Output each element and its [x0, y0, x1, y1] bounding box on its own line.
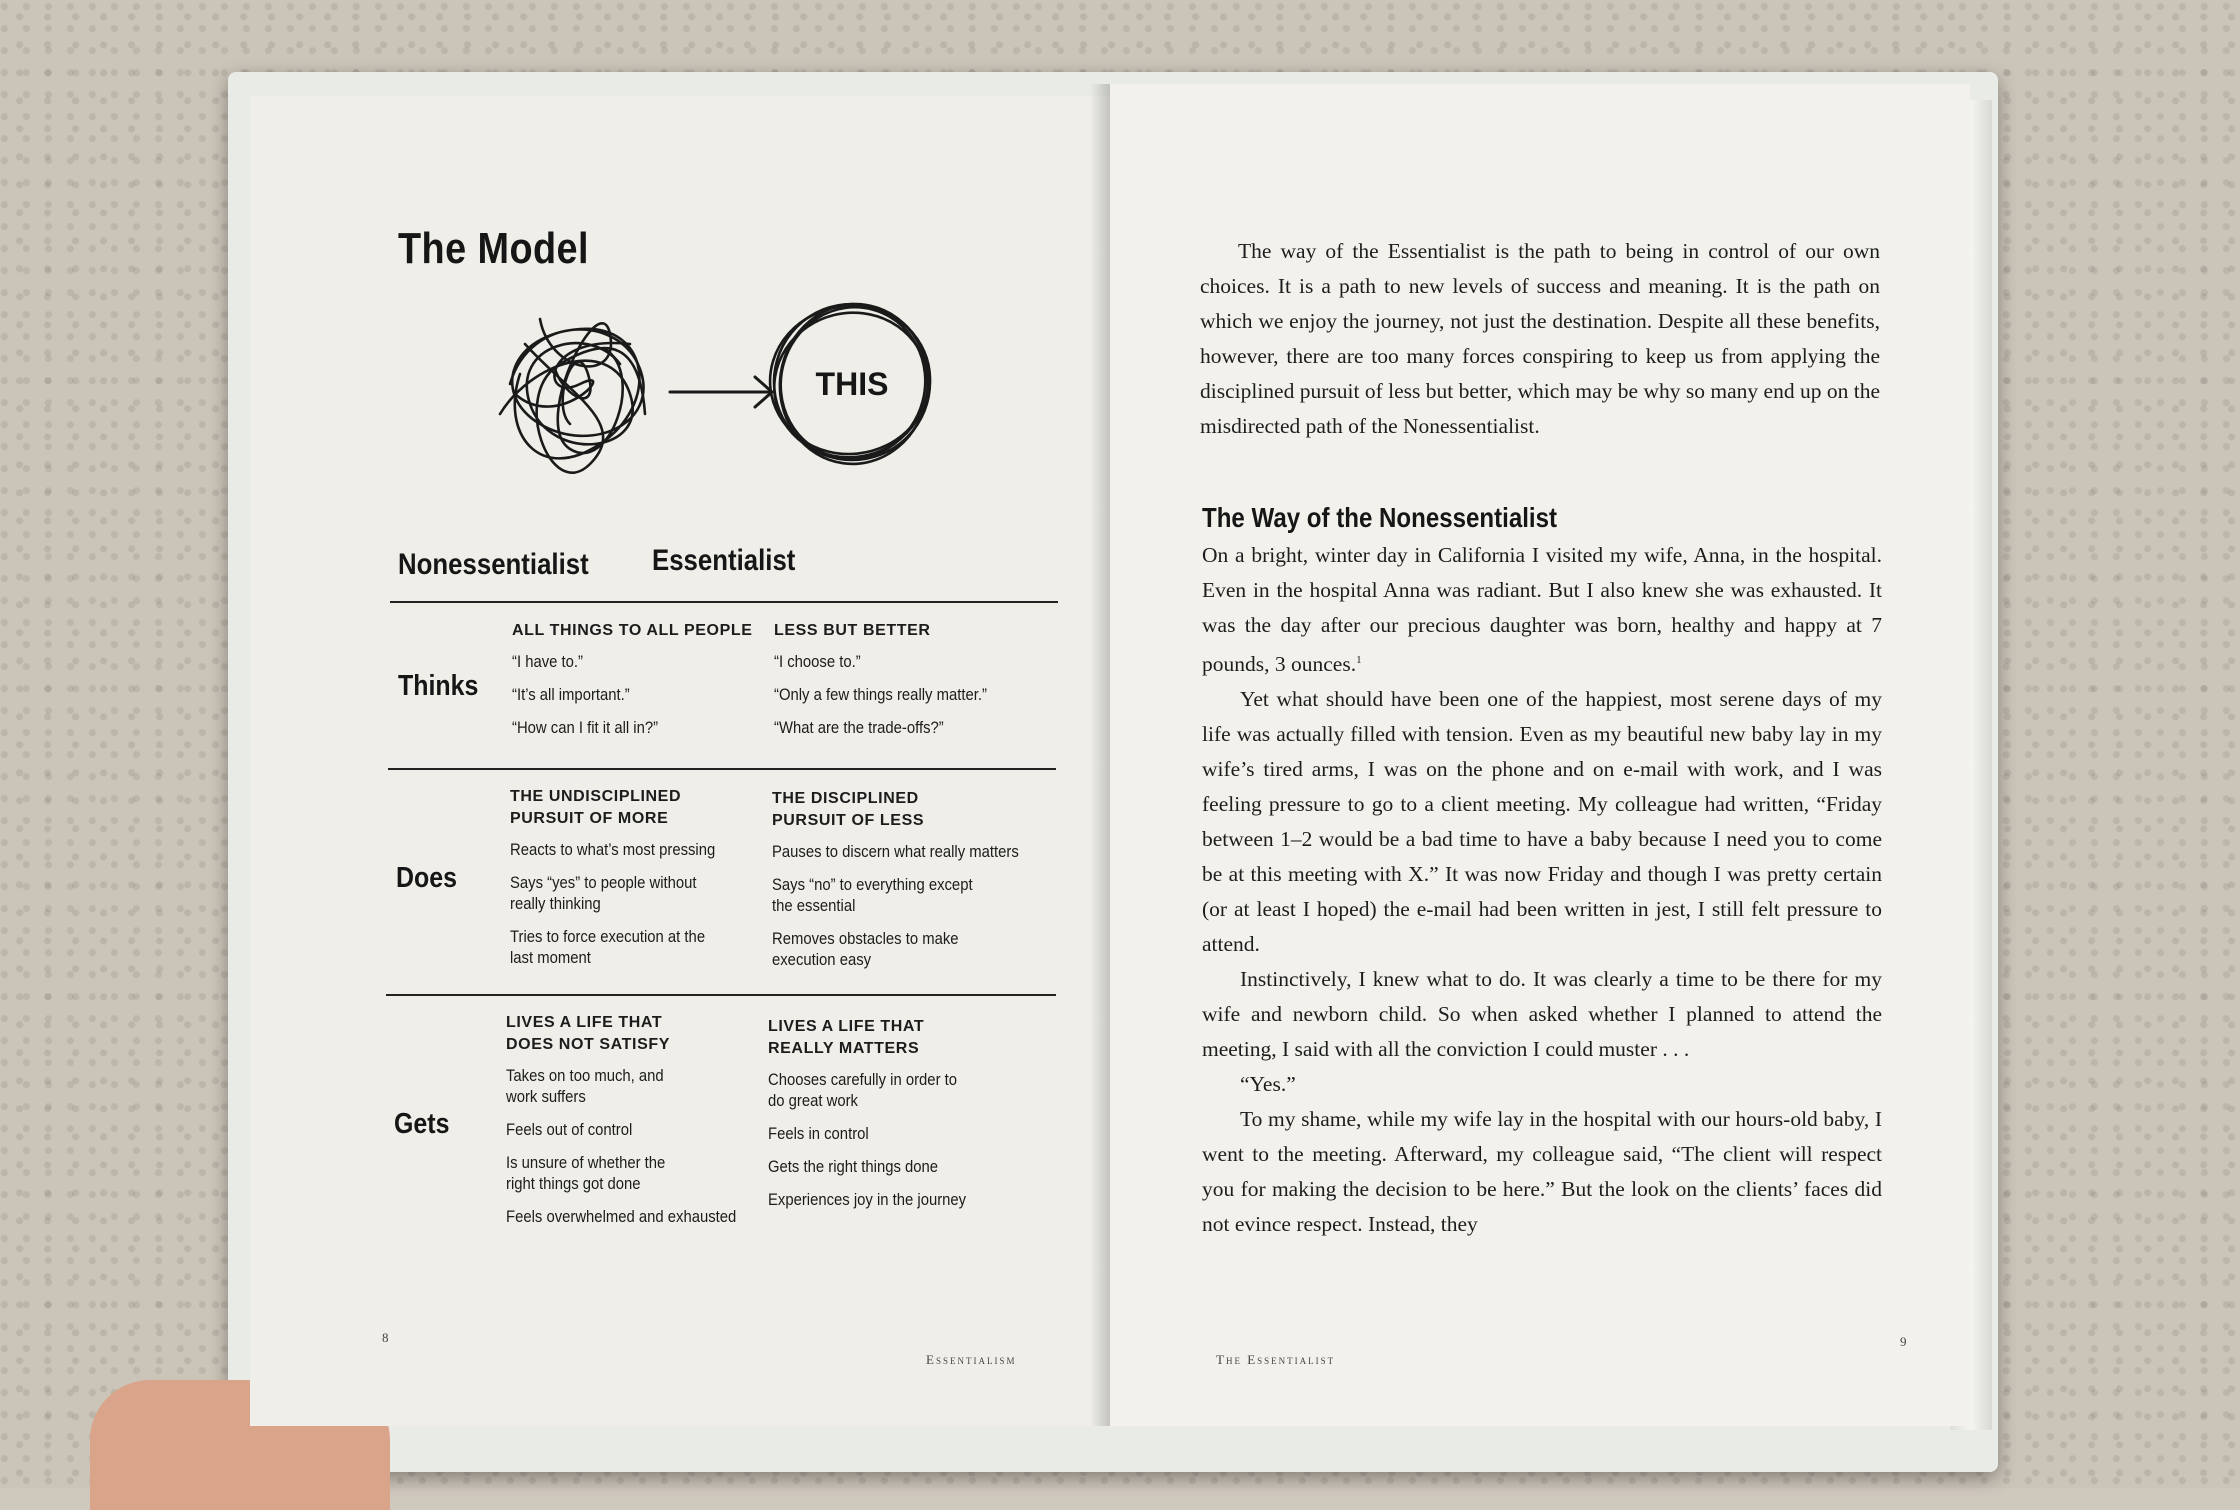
section-title: The Way of the Nonessentialist	[1202, 502, 1558, 533]
list-item: Tries to force execution at the last moment	[510, 928, 706, 967]
cell-heading: THE DISCIPLINED PURSUIT OF LESS	[772, 790, 925, 829]
footnote-marker: 1	[1356, 654, 1362, 666]
row-label-thinks: Thinks	[398, 670, 479, 702]
paragraph	[1202, 538, 1882, 682]
list-item: Feels overwhelmed and exhausted	[506, 1208, 737, 1226]
row-label-gets: Gets	[394, 1108, 450, 1140]
left-page	[250, 96, 1110, 1426]
cell-heading: LIVES A LIFE THAT REALLY MATTERS	[768, 1018, 925, 1057]
cell-heading: THE UNDISCIPLINED PURSUIT OF MORE	[510, 788, 682, 827]
list-item: Chooses carefully in order to do great work	[768, 1071, 958, 1110]
column-header-nonessentialist: Nonessentialist	[398, 548, 589, 581]
thinks-essentialist-cell	[774, 620, 1044, 751]
list-item: “It’s all important.”	[512, 686, 630, 704]
list-item: Takes on too much, and work suffers	[506, 1067, 664, 1106]
arrow-right-icon	[670, 377, 772, 407]
table-rule	[388, 768, 1056, 770]
list-item: “How can I fit it all in?”	[512, 719, 659, 737]
list-item: Says “no” to everything except the essential	[772, 876, 973, 915]
list-item: “What are the trade-offs?”	[774, 719, 944, 737]
row-label-does: Does	[396, 862, 457, 894]
paragraph: “Yes.”	[1240, 1072, 1296, 1097]
page-number: 8	[382, 1330, 391, 1345]
gets-essentialist-cell	[768, 1016, 1018, 1223]
model-diagram	[470, 274, 990, 514]
gets-nonessentialist-cell	[506, 1012, 736, 1240]
page-number: 9	[1900, 1334, 1909, 1349]
list-item: Removes obstacles to make execution easy	[772, 930, 959, 969]
running-head: Essentialism	[926, 1352, 1017, 1367]
list-item: Says “yes” to people without really thinking	[510, 874, 697, 913]
list-item: “Only a few things really matter.”	[774, 686, 987, 704]
paragraph: Yet what should have been one of the happiest, most serene days of my life was actually filled with tension. Even as my beautiful new baby lay in my wife’s tired arms, I was on the phone and on e-mail with work, and I was feeling pressure to go to a client meeting. My colleague had written, “Friday between 1–2 would be a bad time to have a baby because I need you to come be at this meeting with X.” It was now Friday and though I was pretty certain (or at least I hoped) the e-mail had been written in jest, I still felt pressure to attend.	[1202, 687, 1882, 957]
paragraph: The way of the Essentialist is the path to being in control of our own choices. It is a path to new levels of success and meaning. It is the path on which we enjoy the journey, not just the destination. Despite all these benefits, however, there are too many forces conspiring to keep us from applying the disciplined pursuit of less but better, which may be why so many end up on the misdirected path of the Nonessentialist.	[1200, 239, 1880, 438]
list-item: Reacts to what’s most pressing	[510, 841, 716, 859]
cell-heading: ALL THINGS TO ALL PEOPLE	[512, 622, 753, 639]
intro-paragraph	[1200, 234, 1880, 444]
body-text	[1202, 538, 1882, 1242]
running-head: The Essentialist	[1216, 1352, 1336, 1367]
list-item: Feels out of control	[506, 1121, 633, 1139]
paragraph: Instinctively, I knew what to do. It was clearly a time to be there for my wife and newborn child. So when asked whether I planned to attend the meeting, I said with all the conviction I could muster . . .	[1202, 967, 1882, 1062]
page-title: The Model	[398, 224, 589, 273]
table-rule	[386, 994, 1056, 996]
right-page	[1110, 84, 1970, 1426]
scribble-tangle-icon	[500, 319, 645, 473]
column-header-essentialist: Essentialist	[652, 544, 796, 577]
paragraph-text: On a bright, winter day in California I visited my wife, Anna, in the hospital. Even in the hospital Anna was radiant. But I also knew she was exhausted. It was the day after our precious daughter was born, healthy and happy at 7 pounds, 3 ounces.	[1202, 543, 1882, 677]
list-item: Gets the right things done	[768, 1158, 939, 1176]
table-rule	[390, 601, 1058, 603]
list-item: “I choose to.”	[774, 653, 861, 671]
cell-heading: LESS BUT BETTER	[774, 622, 931, 639]
list-item: “I have to.”	[512, 653, 583, 671]
list-item: Is unsure of whether the right things got done	[506, 1154, 666, 1193]
thinks-nonessentialist-cell	[512, 620, 782, 751]
does-nonessentialist-cell	[510, 786, 740, 981]
does-essentialist-cell	[772, 788, 1022, 983]
cell-heading: LIVES A LIFE THAT DOES NOT SATISFY	[506, 1014, 670, 1053]
list-item: Feels in control	[768, 1125, 869, 1143]
paragraph: To my shame, while my wife lay in the hospital with our hours-old baby, I went to the meeting. Afterward, my colleague said, “The client will respect you for making the decision to be here.” But the look on the clients’ faces did not evince respect. Instead, they	[1202, 1107, 1882, 1237]
diagram-label: THIS	[815, 366, 889, 402]
list-item: Experiences joy in the journey	[768, 1191, 967, 1209]
list-item: Pauses to discern what really matters	[772, 843, 1019, 861]
